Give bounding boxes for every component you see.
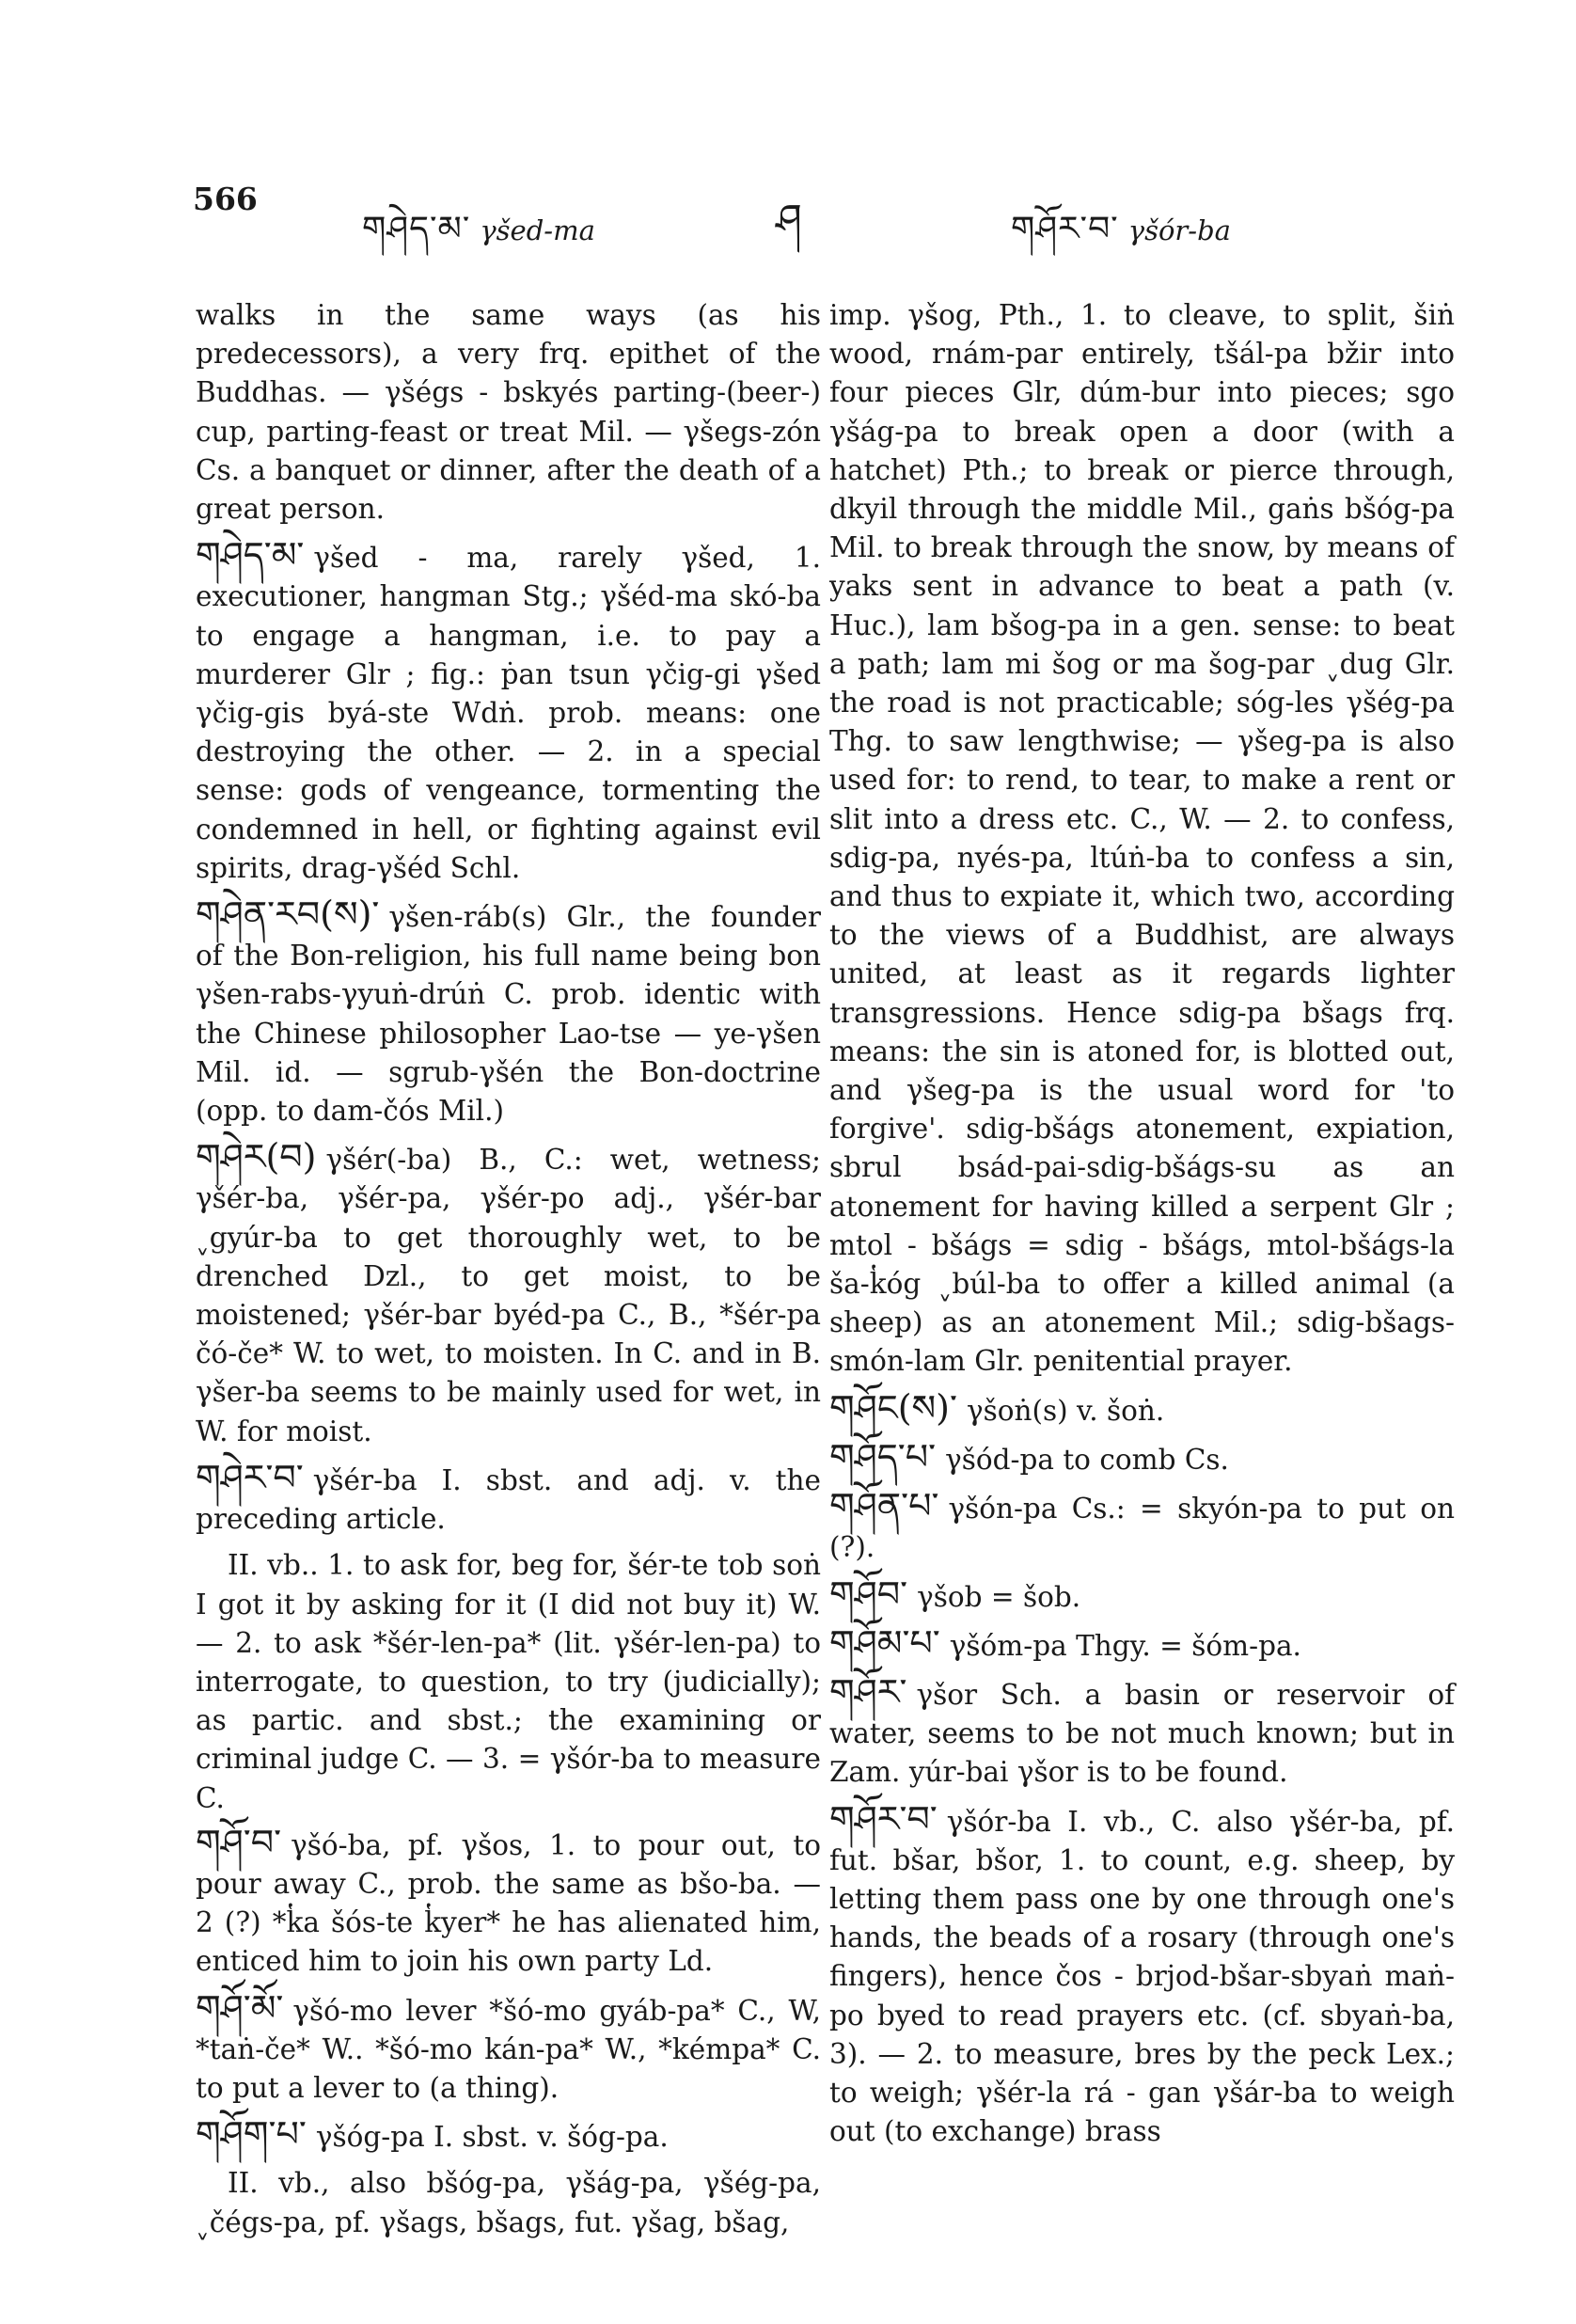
dictionary-entry (196, 1456, 821, 1539)
running-head-left (362, 190, 595, 286)
entry-headword-tibetan: གཤོ་མོ་ (196, 1986, 284, 2029)
entry-headword-tibetan: གཤེར(བ) (196, 1136, 317, 1178)
running-head-right (1011, 190, 1231, 286)
entry-definition: γšór-ba I. vb., C. also γšér-ba, pf. fut. bšar, bšor, 1. to count, e.g. sheep, by letting them pass one by one through one's hands, the beads of a rosary (through one's fingers), hence čos - brjod-bšar-sbyaṅ maṅ-po byed to read prayers etc. (cf. sbyaṅ-ba, 3). — 2. to measure, bres by the peck Lex.; to weigh; γšér-la rá - gan γšár-ba to weigh out (to exchange) brass (829, 1805, 1455, 2148)
entry-definition: γšód-pa to comb Cs. (945, 1443, 1229, 1476)
entry-headword-tibetan: གཤོད་པ་ (829, 1435, 937, 1478)
entry-headword-tibetan: གཤེར་བ་ (196, 1456, 304, 1498)
page-number: 566 (193, 181, 258, 217)
entry-definition: γšoṅ(s) v. šoṅ. (966, 1394, 1165, 1427)
running-head-left-translit: γšed-ma (480, 214, 595, 246)
entry-definition: γšóg-pa I. sbst. v. šóg-pa. (315, 2121, 669, 2154)
sub-sense-paragraph: II. vb.. 1. to ask for, beg for, šér-te tob soṅ I got it by asking for it (I did not buy it) W. — 2. to ask *šér-len-pa* (lit. γšér-len-pa) to interrogate, to question, to try (judicially); as partic. and sbst.; the examining or criminal judge C. — 3. = γšór-ba to measure C. (196, 1549, 821, 1814)
entry-definition: γšó-mo lever *šó-mo gyáb-pa* C., W, *taṅ-če* W.. *šó-mo kán-pa* W., *kémpa* C. to put a lever to (a thing). (196, 1994, 821, 2104)
entry-headword-tibetan: གཤེན་རབ(ས)་ (196, 893, 380, 936)
continued-text: walks in the same ways (as his predecessors), a very frq. epithet of the Buddhas. — γšégs - bskyés parting-(beer-) cup, parting-feast or treat Mil. — γšegs-zón Cs. a banquet or dinner, after the death of a great person. (196, 299, 821, 526)
entry-headword-tibetan: གཤེད་མ་ (196, 534, 305, 577)
dictionary-entry (196, 536, 821, 888)
entry-headword-tibetan: གཤོར་བ་ (829, 1797, 938, 1840)
dictionary-entry (196, 1138, 821, 1451)
center-letter-mark: ཤ (776, 196, 802, 244)
entry-definition: γšor Sch. a basin or reservoir of water, seems to be not much known; but in Zam. yúr-bai γšor is to be found. (829, 1678, 1455, 1789)
dictionary-entry (829, 1670, 1455, 1793)
dictionary-entry (196, 1986, 821, 2109)
entry-headword-tibetan: གཤོམ་པ་ (829, 1621, 940, 1664)
dictionary-entry (829, 1487, 1455, 1567)
dictionary-entry (829, 1575, 1455, 1617)
running-head-right-translit: γšór-ba (1127, 214, 1231, 246)
entry-headword-tibetan: གཤོབ་ (829, 1573, 908, 1615)
running-head-left-tibetan: གཤེད་མ་ (362, 210, 471, 248)
entry-definition: γšóm-pa Thgy. = šóm-pa. (949, 1629, 1301, 1662)
entry-definition: γšed - ma, rarely γšed, 1. executioner, hangman Stg.; γšéd-ma skó-ba to engage a hangman, i.e. to pay a murderer Glr ; fig.: ṗan tsun γčig-gi γšed γčig-gis byá-ste Wdṅ. prob. means: one destroying the other. — 2. in a special sense: gods of vengeance, tormenting the condemned in hell, or fighting against evil spirits, drag-γšéd Schl. (196, 542, 821, 884)
continued-text: imp. γšog, Pth., 1. to cleave, to split, šiṅ wood, rnám-par entirely, tšál-pa bžir into four pieces Glr, dúm-bur into pieces; sgo γšág-pa to break open a door (with a hatchet) Pth.; to break or pierce through, dkyil through the middle Mil., gaṅs bšóg-pa Mil. to break through the snow, by means of yaks sent in advance to beat a path (v. Huc.), lam bšog-pa in a gen. sense: to beat a path; lam mi šog or ma šog-par ˬdug Glr. the road is not practicable; sóg-les γšég-pa Thg. to saw lengthwise; — γšeg-pa is also used for: to rend, to tear, to make a rent or slit into a dress etc. C., W. — 2. to confess, sdig-pa, nyés-pa, ltúṅ-ba to confess a sin, and thus to expiate it, which two, according to the views of a Buddhist, are always united, at least as it regards lighter transgressions. Hence sdig-pa bšags frq. means: the sin is atoned for, is blotted out, and γšeg-pa is the usual word for 'to forgive'. sdig-bšágs atonement, expiation, sbrul bsád-pai-sdig-bšágs-su as an atonement for having killed a serpent Glr ; mtol - bšágs = sdig - bšágs, mtol-bšágs-la ša-k̔óg ˬbúl-ba to offer a killed animal (a sheep) as an atonement Mil.; sdig-bšags-smón-lam Glr. penitential prayer. (829, 299, 1455, 1378)
dictionary-entry (196, 2115, 821, 2157)
dictionary-entry (196, 1821, 821, 1982)
entry-headword-tibetan: གཤོག་པ་ (196, 2113, 307, 2156)
entry-definition: γšér(-ba) B., C.: wet, wetness; γšér-ba, γšér-pa, γšér-po adj., γšér-bar ˬgyúr-ba to get thoroughly wet, to be drenched Dzl., to get moist, to be moistened; γšér-bar byéd-pa C., B., *šér-pa čó-če* W. to wet, to moisten. In C. and in B. γšer-ba seems to be mainly used for wet, in W. for moist. (196, 1144, 821, 1447)
right-column (829, 296, 1455, 2158)
entry-definition: γšen-ráb(s) Glr., the founder of the Bon-religion, his full name being bon γšen-rabs-γyuṅ-drúṅ C. prob. identic with the Chinese philosopher Lao-tse — ye-γšen Mil. id. — sgrub-γšén the Bon-doctrine (opp. to dam-čós Mil.) (196, 901, 821, 1128)
entry-definition: γšón-pa Cs.: = skyón-pa to put on (?). (829, 1493, 1455, 1564)
dictionary-entry (829, 1621, 1455, 1666)
dictionary-entry (196, 895, 821, 1130)
entry-definition: γšob = šob. (917, 1580, 1081, 1613)
dictionary-entry (829, 1386, 1455, 1431)
entry-definition: γšó-ba, pf. γšos, 1. to pour out, to pour away C., prob. the same as bšo-ba. — 2 (?) *k̔a šós-te k̔yer* he has alienated him, enticed him to join his own party Ld. (196, 1828, 821, 1978)
sub-sense-paragraph: II. vb., also bšóg-pa, γšág-pa, γšég-pa, ˬčégs-pa, pf. γšags, bšags, fut. γšag, bšag, (196, 2167, 821, 2238)
entry-headword-tibetan: གཤོར་ (829, 1670, 907, 1713)
entry-headword-tibetan: གཤོན་པ་ (829, 1485, 939, 1527)
entry-definition: γšér-ba I. sbst. and adj. v. the preceding article. (196, 1463, 821, 1536)
dictionary-entry (829, 1435, 1455, 1479)
dictionary-entry (829, 1797, 1455, 2152)
running-head-right-tibetan: གཤོར་བ་ (1011, 210, 1119, 248)
entry-headword-tibetan: གཤོང(ས)་ (829, 1386, 957, 1429)
left-column (196, 296, 821, 2248)
page-header (0, 169, 1576, 248)
entry-headword-tibetan: གཤོ་བ་ (196, 1821, 282, 1863)
